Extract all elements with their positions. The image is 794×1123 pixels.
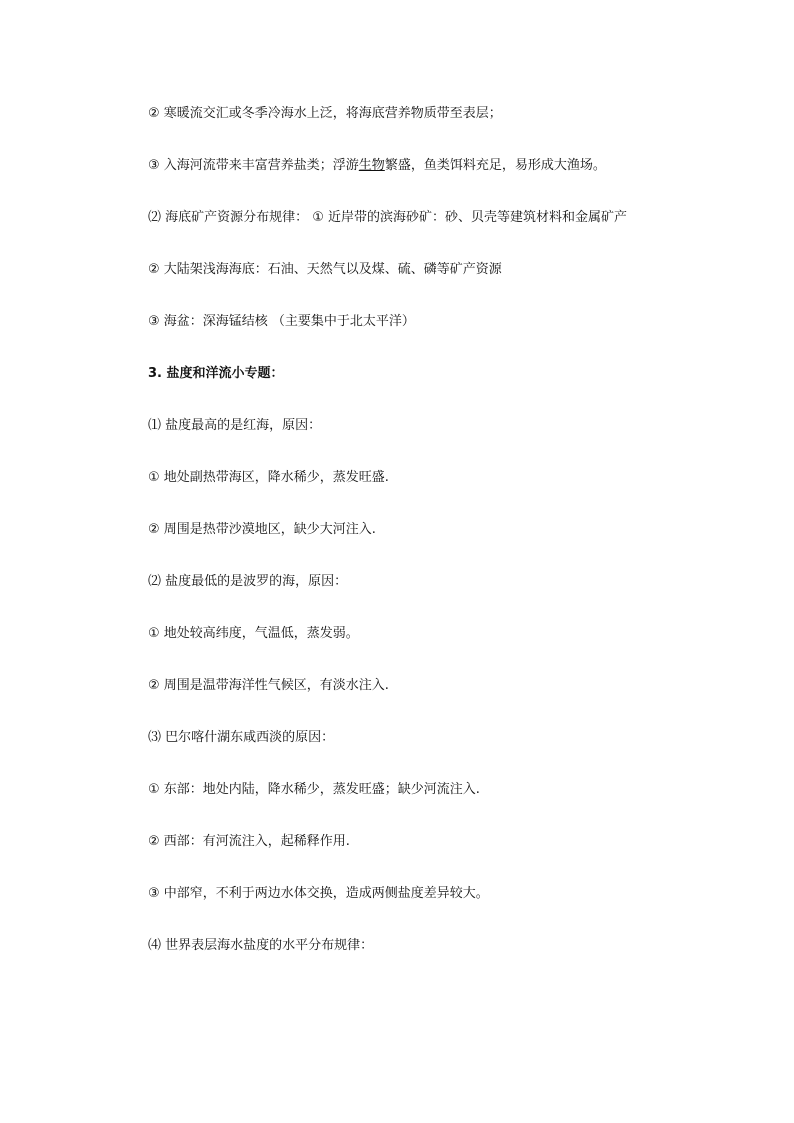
text-line-ocean-basin: ③ 海盆：深海锰结核 （主要集中于北太平洋） bbox=[148, 314, 415, 329]
text-line-baltic-sea: ⑵ 盐度最低的是波罗的海，原因： bbox=[148, 574, 348, 589]
underlined-term: 生物 bbox=[358, 158, 385, 173]
text-line-balkhash-east: ① 东部：地处内陆，降水稀少，蒸发旺盛；缺少河流注入. bbox=[148, 782, 480, 797]
text-line-river-nutrients bbox=[148, 157, 606, 175]
text-line-salinity-distribution: ⑷ 世界表层海水盐度的水平分布规律： bbox=[148, 938, 374, 953]
text-line-balkhash-west: ② 西部：有河流注入，起稀释作用. bbox=[148, 834, 350, 849]
text-line-seabed-minerals: ⑵ 海底矿产资源分布规律： ① 近岸带的滨海砂矿：砂、贝壳等建筑材料和金属矿产 bbox=[148, 210, 628, 225]
section-heading-salinity-currents: 3. 盐度和洋流小专题： bbox=[148, 366, 284, 381]
text-line-continental-shelf: ② 大陆架浅海海底：石油、天然气以及煤、硫、磷等矿产资源 bbox=[148, 262, 502, 277]
text-line-balkhash-middle: ③ 中部窄，不利于两边水体交换，造成两侧盐度差异较大。 bbox=[148, 886, 489, 901]
text-segment: ③ 入海河流带来丰富营养盐类；浮游 bbox=[148, 158, 359, 173]
text-segment: 繁盛，鱼类饵料充足，易形成大渔场。 bbox=[384, 158, 606, 173]
text-line-red-sea-reason-1: ① 地处副热带海区，降水稀少，蒸发旺盛. bbox=[148, 470, 389, 485]
text-line-red-sea: ⑴ 盐度最高的是红海，原因： bbox=[148, 418, 322, 433]
text-line-baltic-reason-2: ② 周围是温带海洋性气候区，有淡水注入. bbox=[148, 678, 389, 693]
text-line-upwelling: ② 寒暖流交汇或冬季冷海水上泛，将海底营养物质带至表层； bbox=[148, 106, 502, 121]
text-line-red-sea-reason-2: ② 周围是热带沙漠地区，缺少大河注入. bbox=[148, 522, 376, 537]
text-line-balkhash: ⑶ 巴尔喀什湖东咸西淡的原因： bbox=[148, 730, 335, 745]
text-line-baltic-reason-1: ① 地处较高纬度，气温低，蒸发弱。 bbox=[148, 626, 359, 641]
